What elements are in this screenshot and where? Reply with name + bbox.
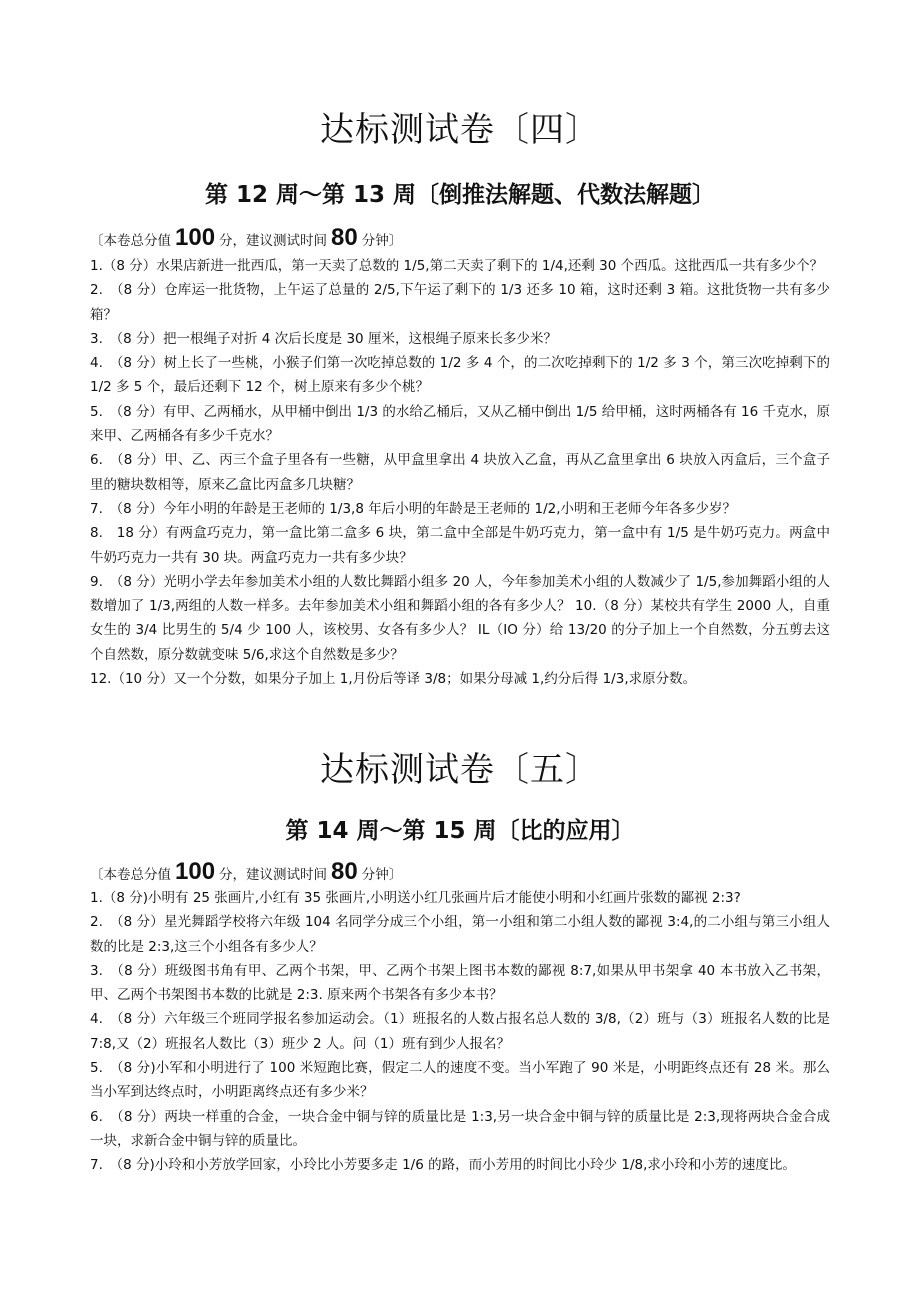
question-item: 6. （8 分）甲、乙、丙三个盒子里各有一些糖，从甲盒里拿出 4 块放入乙盒，再从乙盒里拿出 6 块放入丙盒后，三个盒子里的糖块数相等，原来乙盒比丙盒多几块糖？ xyxy=(90,452,830,493)
question-item: 3. （8 分）班级图书角有甲、乙两个书架，甲、乙两个书架上图书本数的鄙视 8:7,如果从甲书架拿 40 本书放入乙书架，甲、乙两个书架图书本数的比就是 2:3. 原来两个书架各有多少本书？ xyxy=(90,962,830,1004)
question-item: 1.（8 分)小明有 25 张画片,小红有 35 张画片,小明送小红几张画片后才能使小明和小红画片张数的鄙视 2:3? xyxy=(90,890,741,906)
question-item: 9. （8 分）光明小学去年参加美术小组的人数比舞蹈小组多 20 人，今年参加美术小组的人数减少了 1/5,参加舞蹈小组的人数增加了 1/3,两组的人数一样多。去年参加美术小组和舞蹈小组的各有多少人？ 10.（8 分）某校共有学生 2000 人，自重女生的 3/4 比男生的 5/4 少 100 人，该校男、女各有多少人？ IL（IO 分）给 13/20 的分子加上一个自然数，分五剪去这个自然数，原分数就变味 5/6,求这个自然数是多少？ xyxy=(90,573,830,663)
section4-question-list xyxy=(90,254,830,691)
question-item: 7. （8 分）今年小明的年龄是王老师的 1/3,8 年后小明的年龄是王老师的 1/2,小明和王老师今年各多少岁？ xyxy=(90,500,737,517)
section5-subtitle: 第 14 周〜第 15 周〔比的应用〕 xyxy=(285,818,635,844)
note-prefix: 〔本卷总分值 xyxy=(90,867,171,883)
question-item: 2. （8 分）星光舞蹈学校将六年级 104 名同学分成三个小组，第一小组和第二小组人数的鄙视 3:4,的二小组与第三小组人数的比是 2:3,这三个小组各有多少人？ xyxy=(90,914,830,955)
section5-score-note xyxy=(90,858,830,886)
question-item: 2. （8 分）仓库运一批货物，上午运了总量的 2/5,下午运了剩下的 1/3 还多 10 箱，这时还剩 3 箱。这批货物一共有多少箱？ xyxy=(90,282,830,323)
question-item: 1.（8 分）水果店新进一批西瓜，第一天卖了总数的 1/5,第二天卖了剩下的 1/4,还剩 30 个西瓜。这批西瓜一共有多少个？ xyxy=(90,258,824,274)
question-item: 5. （8 分)小军和小明进行了 100 米短跑比赛，假定二人的速度不变。当小军跑了 90 米是，小明距终点还有 28 米。那么当小军到达终点时，小明距离终点还有多少米？ xyxy=(90,1060,830,1101)
question-item: 4. （8 分）六年级三个班同学报名参加运动会。（1）班报名的人数占报名总人数的 3/8,（2）班与（3）班报名人数的比是 7:8,又（2）班报名人数比（3）班少 2 人。问（1）班有到少人报名？ xyxy=(90,1011,830,1052)
note-prefix: 〔本卷总分值 xyxy=(90,233,171,249)
question-item: 7. （8 分)小玲和小芳放学回家，小玲比小芳要多走 1/6 的路，而小芳用的时间比小玲少 1/8,求小玲和小芳的速度比。 xyxy=(90,1157,796,1174)
total-score: 100 xyxy=(175,224,216,251)
question-item: 5. （8 分）有甲、乙两桶水，从甲桶中倒出 1/3 的水给乙桶后，又从乙桶中倒出 1/5 给甲桶，这时两桶各有 16 千克水，原来甲、乙两桶各有多少千克水？ xyxy=(90,403,830,445)
note-suffix: 分钟〕 xyxy=(361,867,403,883)
question-item: 4. （8 分）树上长了一些桃，小猴子们第一次吃掉总数的 1/2 多 4 个，的二次吃掉剩下的 1/2 多 3 个，第三次吃掉剩下的 1/2 多 5 个，最后还剩下 12 个，树上原来有多少个桃？ xyxy=(90,355,830,396)
question-item: 8. 18 分）有两盒巧克力，第一盒比第二盒多 6 块，第二盒中全部是牛奶巧克力，第一盒中有 1/5 是牛奶巧克力。两盒中牛奶巧克力一共有 30 块。两盒巧克力一共有多少块？ xyxy=(90,525,830,566)
question-item: 12.（10 分）又一个分数，如果分子加上 1,月份后等译 3/8；如果分母减 1,约分后得 1/3,求原分数。 xyxy=(90,671,697,688)
test-time: 80 xyxy=(331,858,358,885)
section4-subtitle: 第 12 周〜第 13 周〔倒推法解题、代数法解题〕 xyxy=(204,182,716,208)
section5-question-list xyxy=(90,886,830,1178)
note-suffix: 分钟〕 xyxy=(361,233,403,249)
note-middle: 分，建议测试时间 xyxy=(219,233,328,249)
section4-title: 达标测试卷〔四〕 xyxy=(320,110,600,150)
total-score: 100 xyxy=(175,858,216,885)
test-time: 80 xyxy=(331,224,358,251)
note-middle: 分，建议测试时间 xyxy=(219,867,328,883)
section5-title: 达标测试卷〔五〕 xyxy=(320,750,600,790)
question-item: 3. （8 分）把一根绳子对折 4 次后长度是 30 厘米，这根绳子原来长多少米？ xyxy=(90,330,557,347)
question-item: 6. （8 分）两块一样重的合金，一块合金中铜与锌的质量比是 1:3,另一块合金中铜与锌的质量比是 2:3,现将两块合金合成一块，求新合金中铜与锌的质量比。 xyxy=(90,1108,830,1149)
section4-score-note xyxy=(90,224,830,252)
